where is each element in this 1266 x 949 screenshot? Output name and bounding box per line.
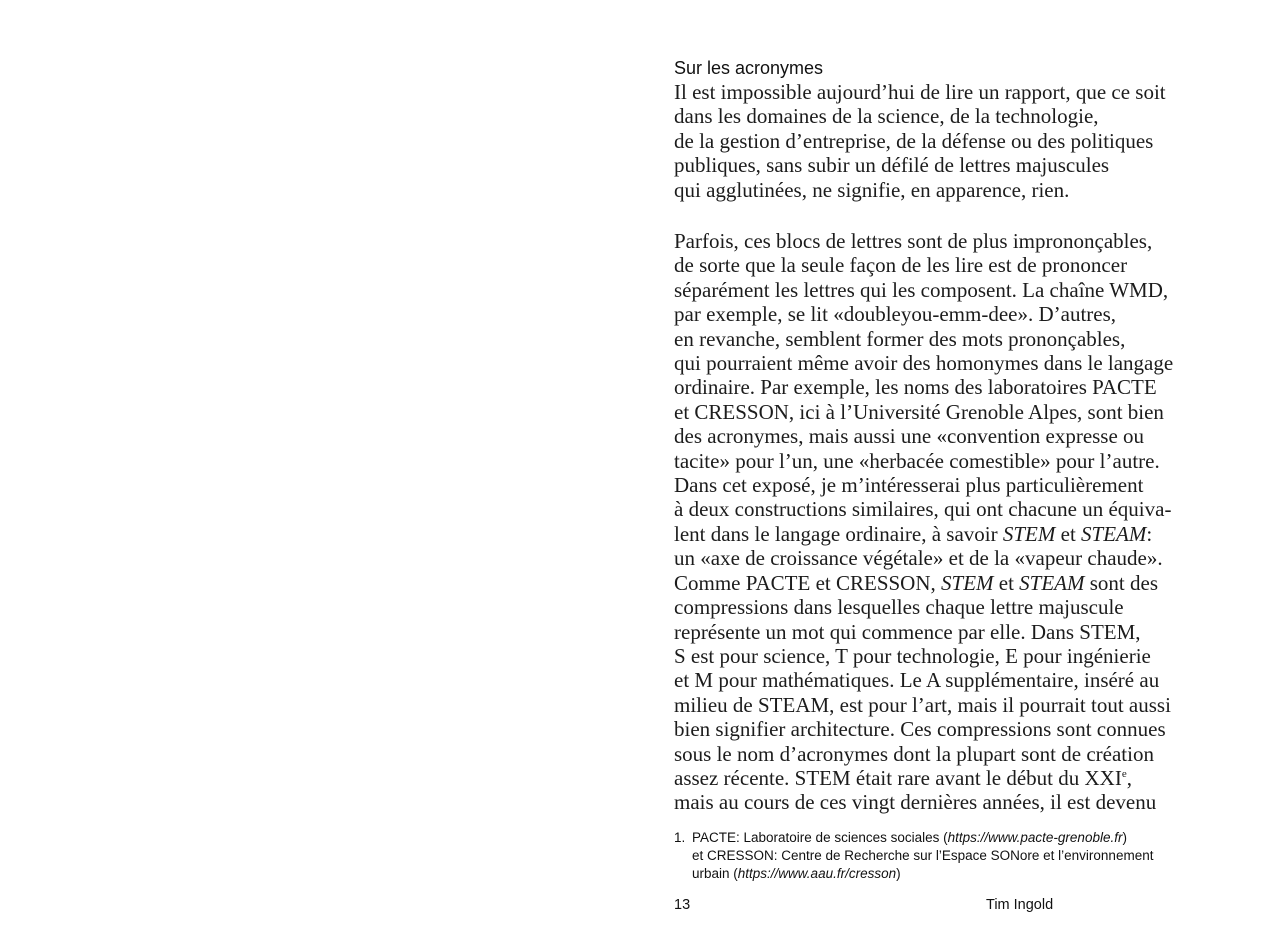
text-line [674, 766, 1173, 790]
text-run: sous le nom d’acronymes dont la plupart sont de création [674, 741, 1154, 766]
page-number: 13 [674, 897, 691, 913]
italic-term: https://www.aau.fr/cresson [737, 866, 897, 881]
text-line [674, 80, 1166, 104]
text-run: de sorte que la seule façon de les lire est de prononcer [674, 253, 1128, 278]
text-line [674, 302, 1173, 326]
text-run: urbain ( [692, 866, 738, 881]
text-line [674, 229, 1173, 253]
text-run: qui agglutinées, ne signifie, en apparence, rien. [674, 177, 1070, 202]
text-line [674, 375, 1173, 399]
paragraph-1 [674, 80, 1166, 202]
text-run: Il est impossible aujourd’hui de lire un rapport, que ce soit [674, 80, 1166, 104]
text-line [674, 153, 1166, 177]
footnote-number: 1. [674, 830, 686, 845]
text-line [674, 571, 1173, 595]
text-run: : [1146, 521, 1153, 546]
text-run: sont des [1084, 570, 1158, 595]
text-run: Parfois, ces blocs de lettres sont de plus imprononçables, [674, 229, 1153, 253]
text-run: un «axe de croissance végétale» et de la «vapeur chaude». [674, 546, 1163, 571]
text-run: bien signifier architecture. Ces compressions sont connues [674, 717, 1166, 742]
text-run: dans les domaines de la science, de la technologie, [674, 104, 1099, 129]
footnote-text [692, 829, 1234, 883]
text-run: milieu de STEAM, est pour l’art, mais il pourrait tout aussi [674, 692, 1171, 717]
italic-term: STEAM [1081, 521, 1147, 546]
text-run: mais au cours de ces vingt dernières années, il est devenu [674, 790, 1157, 815]
text-line [674, 449, 1173, 473]
running-author: Tim Ingold [986, 897, 1054, 913]
text-run: à deux constructions similaires, qui ont chacune un équiva- [674, 497, 1172, 522]
text-line [674, 595, 1173, 619]
italic-term: STEAM [1019, 570, 1085, 595]
text-line [674, 424, 1173, 448]
text-line [674, 278, 1173, 302]
text-run: compressions dans lesquelles chaque lettre majuscule [674, 595, 1124, 620]
text-line [674, 253, 1173, 277]
text-run: et CRESSON, ici à l’Université Grenoble Alpes, sont bien [674, 399, 1164, 424]
footnote [674, 829, 1234, 883]
superscript: e [1121, 767, 1127, 780]
text-run: et CRESSON: Centre de Recherche sur l’Espace SONore et l’environnement [692, 848, 1154, 863]
text-run: représente un mot qui commence par elle. Dans STEM, [674, 619, 1141, 644]
text-run: S est pour science, T pour technologie, E pour ingénierie [674, 643, 1151, 668]
paragraph-2 [674, 229, 1173, 815]
text-line [674, 717, 1173, 741]
text-line [674, 522, 1173, 546]
text-run: ) [1122, 830, 1127, 845]
text-line [674, 351, 1173, 375]
text-run: , [1126, 765, 1132, 790]
text-line [674, 790, 1173, 814]
text-run: lent dans le langage ordinaire, à savoir [674, 521, 1003, 546]
text-line [674, 693, 1173, 717]
text-line [674, 178, 1166, 202]
section-heading: Sur les acronymes [674, 58, 824, 78]
text-run: et [1055, 521, 1082, 546]
text-run: Comme PACTE et CRESSON, [674, 570, 942, 595]
text-line [674, 742, 1173, 766]
italic-term: STEM [941, 570, 994, 595]
text-run: publiques, sans subir un défilé de lettres majuscules [674, 153, 1110, 178]
text-line [674, 129, 1166, 153]
text-line [674, 327, 1173, 351]
italic-term: STEM [1002, 521, 1056, 546]
text-run: par exemple, se lit «doubleyou-emm-dee». D’autres, [674, 302, 1117, 327]
text-line [674, 104, 1166, 128]
text-run: séparément les lettres qui les composent. La chaîne WMD, [674, 277, 1169, 302]
text-line [674, 546, 1173, 570]
text-run: de la gestion d’entreprise, de la défense ou des politiques [674, 128, 1154, 153]
text-run: tacite» pour l’un, une «herbacée comestible» pour l’autre. [674, 448, 1160, 473]
text-line [674, 473, 1173, 497]
italic-term: https://www.pacte-grenoble.fr [947, 830, 1123, 845]
text-line [674, 497, 1173, 521]
text-run: en revanche, semblent former des mots prononçables, [674, 326, 1126, 351]
text-run: et [993, 570, 1020, 595]
text-line [674, 400, 1173, 424]
text-run: PACTE: Laboratoire de sciences sociales ( [692, 830, 948, 845]
text-line [674, 644, 1173, 668]
text-run: des acronymes, mais aussi une «convention expresse ou [674, 424, 1145, 449]
text-run: ) [896, 866, 901, 881]
text-line [674, 668, 1173, 692]
text-run: Dans cet exposé, je m’intéresserai plus particulièrement [674, 473, 1144, 498]
text-run: qui pourraient même avoir des homonymes dans le langage [674, 351, 1174, 376]
text-run: assez récente. STEM était rare avant le début du XXI [674, 765, 1122, 790]
text-run: ordinaire. Par exemple, les noms des laboratoires PACTE [674, 375, 1157, 400]
text-run: et M pour mathématiques. Le A supplémentaire, inséré au [674, 668, 1160, 693]
text-line [674, 620, 1173, 644]
